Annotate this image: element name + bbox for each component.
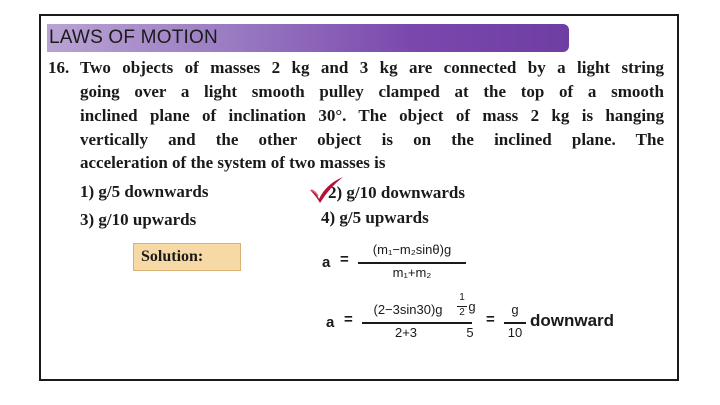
formula2-equals-2: = <box>486 311 495 328</box>
formula2-numerator: (2−3sin30)g <box>373 302 443 317</box>
formula1-numerator: (m₁−m₂sinθ)g <box>372 242 452 257</box>
slide-title: LAWS OF MOTION <box>49 27 218 48</box>
formula1-fraction-bar <box>358 262 466 264</box>
formula2-equals: = <box>344 311 353 328</box>
formula2-g: g <box>468 299 476 314</box>
formula1-equals: = <box>340 251 349 268</box>
question-line-5: acceleration of the system of two masses is <box>80 153 386 172</box>
formula2-fraction-bar <box>362 322 472 324</box>
formula2-denominator: 2+3 <box>394 325 418 340</box>
formula2-mid-denominator: 5 <box>466 325 474 340</box>
formula2-result-word: downward <box>530 311 615 330</box>
question-line-4: vertically and the other object is on the inclined plane. The <box>80 130 664 149</box>
formula2-result-bar <box>504 322 526 324</box>
question-line-1: Two objects of masses 2 kg and 3 kg are connected by a light string <box>80 58 664 77</box>
question-number: 16. <box>48 58 70 77</box>
formula2-result-denominator: 10 <box>507 325 523 340</box>
formula2-lhs: a <box>326 314 335 331</box>
option-2: 2) g/10 downwards <box>328 183 465 202</box>
formula2-result-numerator: g <box>511 302 519 317</box>
formula1-denominator: m₁+m₂ <box>392 265 432 280</box>
formula2-inner-numerator: 1 <box>459 292 465 303</box>
checkmark-icon <box>306 174 346 204</box>
option-4: 4) g/5 upwards <box>321 208 429 227</box>
solution-label: Solution: <box>141 248 204 265</box>
option-3: 3) g/10 upwards <box>80 210 197 229</box>
option-1: 1) g/5 downwards <box>80 182 209 201</box>
question-line-3: inclined plane of inclination 30°. The object of mass 2 kg is hanging <box>80 106 664 125</box>
question-line-2: going over a light smooth pulley clamped at the top of a smooth <box>80 82 664 101</box>
formula1-lhs: a <box>322 254 331 271</box>
formula2-inner-denominator: 2 <box>459 307 465 318</box>
